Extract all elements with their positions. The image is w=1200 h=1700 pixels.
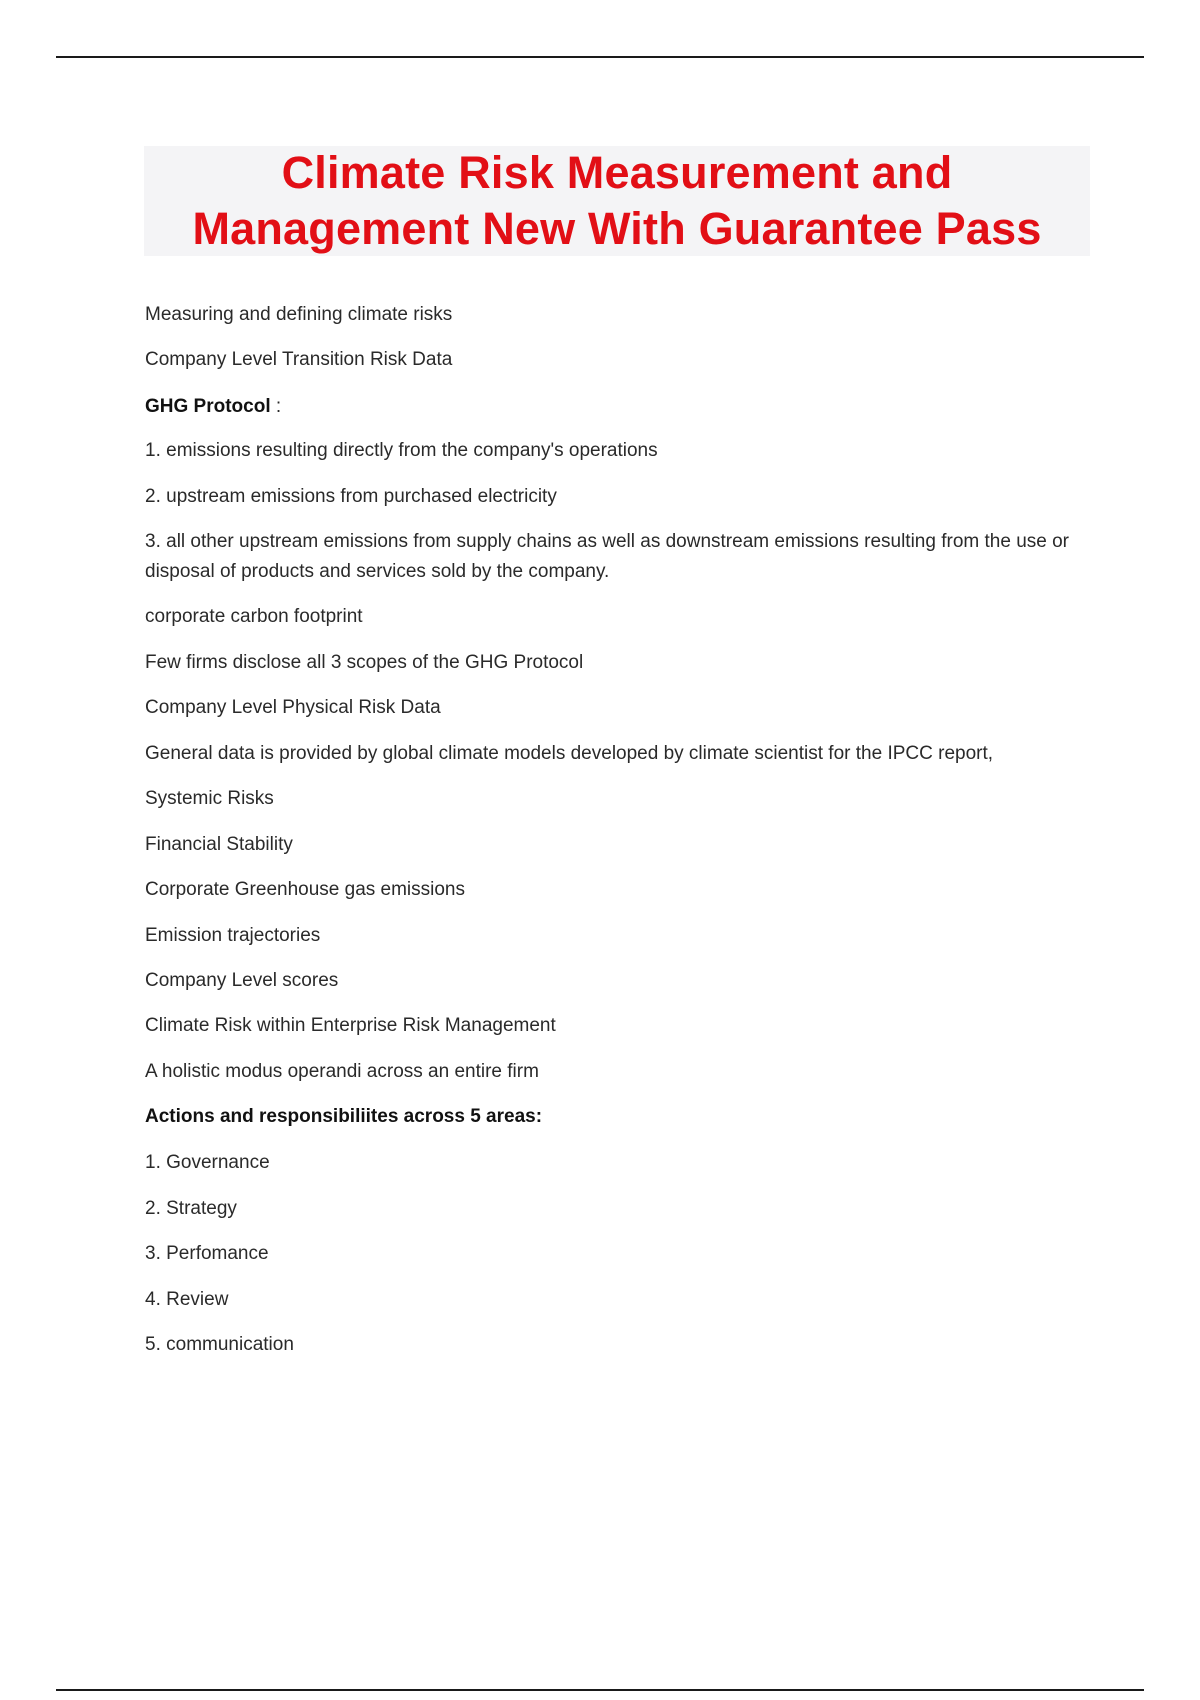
body-line-ghg-protocol [145,392,281,422]
body-line: 1. emissions resulting directly from the company's operations [145,440,658,461]
body-line: Measuring and defining climate risks [145,304,453,325]
body-line: A holistic modus operandi across an entire firm [145,1061,539,1082]
bottom-rule [56,1689,1144,1691]
document-title-line-2: Management New With Guarantee Pass [192,203,1042,254]
body-line: 1. Governance [145,1152,270,1173]
actions-heading: Actions and responsibiliites across 5 areas: [145,1106,543,1127]
ghg-protocol-heading: GHG Protocol [145,396,271,417]
body-line: 4. Review [145,1289,229,1310]
body-line: General data is provided by global climate models developed by climate scientist for the IPCC report, [145,743,994,764]
document-title-banner [144,146,1090,256]
body-line: Financial Stability [145,834,293,855]
body-line: Company Level Transition Risk Data [145,349,453,370]
body-line: Few firms disclose all 3 scopes of the GHG Protocol [145,652,584,673]
body-line: Climate Risk within Enterprise Risk Management [145,1015,556,1036]
body-line: Company Level Physical Risk Data [145,697,441,718]
body-line: Emission trajectories [145,925,321,946]
body-line: 3. Perfomance [145,1243,269,1264]
body-line: Systemic Risks [145,788,274,809]
body-line: Company Level scores [145,970,339,991]
body-line: 3. all other upstream emissions from supply chains as well as downstream emissions resulting from the use or disposal of products and services sold by the company. [145,531,1069,582]
top-rule [56,56,1144,58]
body-line: 5. communication [145,1334,294,1355]
document-title-line-1: Climate Risk Measurement and [281,147,953,198]
ghg-protocol-colon: : [275,396,282,417]
body-line: corporate carbon footprint [145,606,363,627]
body-line: Corporate Greenhouse gas emissions [145,879,466,900]
body-line: 2. upstream emissions from purchased electricity [145,486,557,507]
body-line: 2. Strategy [145,1198,237,1219]
